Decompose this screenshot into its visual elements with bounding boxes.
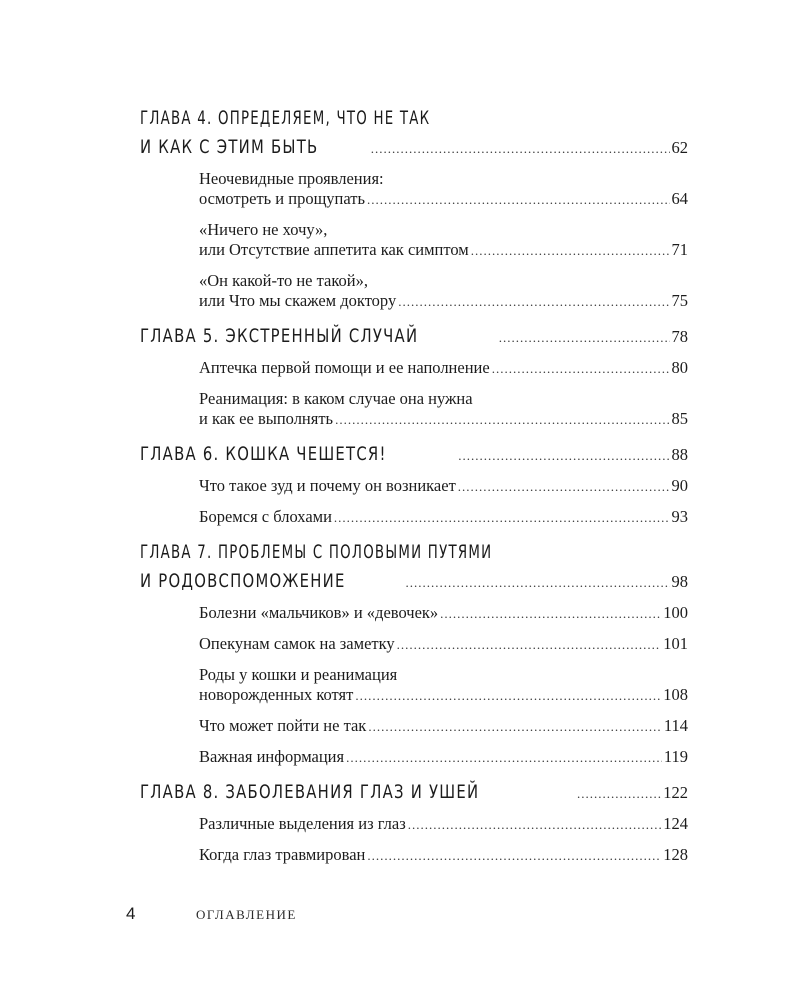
chapter-title: ГЛАВА 6. КОШКА ЧЕШЕТСЯ! — [140, 443, 387, 465]
chapter-title-row[interactable] — [140, 133, 688, 163]
toc-entry[interactable] — [199, 603, 688, 624]
toc-chapter — [140, 440, 688, 528]
toc-entry[interactable] — [199, 716, 688, 737]
toc-entry[interactable] — [199, 220, 688, 261]
entry-title: Важная информация — [199, 747, 345, 766]
entry-title: Опекунам самок на заметку — [199, 634, 395, 653]
dot-leader — [368, 717, 662, 737]
toc-entry[interactable] — [199, 507, 688, 528]
entry-page-number: 101 — [663, 634, 688, 653]
entry-title-line: «Ничего не хочу», — [199, 220, 328, 239]
page-number: 4 — [126, 904, 136, 923]
toc-entry[interactable] — [199, 845, 688, 866]
entry-page-number: 64 — [671, 189, 688, 208]
toc-chapter — [140, 104, 688, 312]
dot-leader — [499, 323, 670, 352]
toc-chapter — [140, 538, 688, 768]
entry-title: осмотреть и прощупать — [199, 189, 366, 208]
entry-row — [199, 634, 688, 655]
chapter-title: ГЛАВА 8. ЗАБОЛЕВАНИЯ ГЛАЗ И УШЕЙ — [140, 781, 480, 803]
dot-leader — [492, 359, 670, 379]
dot-leader — [398, 292, 669, 312]
entry-title: Что такое зуд и почему он возникает — [199, 476, 456, 495]
dot-leader — [440, 604, 661, 624]
entry-row — [199, 240, 688, 261]
entry-page-number: 93 — [671, 507, 688, 526]
chapter-sections — [199, 169, 688, 312]
entry-title: или Что мы скажем доктору — [199, 291, 397, 310]
dot-leader — [367, 190, 669, 210]
entry-title-line: Неочевидные проявления: — [199, 169, 384, 188]
entry-page-number: 119 — [663, 747, 688, 766]
dot-leader — [346, 748, 662, 768]
toc-entry[interactable] — [199, 389, 688, 430]
chapter-title-line: ГЛАВА 7. ПРОБЛЕМЫ С ПОЛОВЫМИ ПУТЯМИ — [140, 541, 493, 563]
dot-leader — [471, 241, 670, 261]
toc-chapter — [140, 322, 688, 430]
entry-row — [199, 189, 688, 210]
entry-title-line: Роды у кошки и реанимация — [199, 665, 398, 684]
toc-entry[interactable] — [199, 169, 688, 210]
entry-page-number: 75 — [671, 291, 688, 310]
dot-leader — [406, 568, 670, 597]
toc-entry[interactable] — [199, 271, 688, 312]
entry-page-number: 128 — [663, 845, 688, 864]
entry-title: Аптечка первой помощи и ее наполнение — [199, 358, 490, 377]
running-header-section: ОГЛАВЛЕНИЕ — [196, 907, 297, 922]
entry-title: Когда глаз травмирован — [199, 845, 366, 864]
entry-row — [199, 603, 688, 624]
chapter-page-number: 78 — [671, 327, 688, 346]
entry-page-number: 80 — [671, 358, 688, 377]
dot-leader — [458, 441, 669, 470]
dot-leader — [397, 635, 662, 655]
toc-entry[interactable] — [199, 665, 688, 706]
dot-leader — [577, 779, 661, 808]
entry-row — [199, 409, 688, 430]
toc-entry[interactable] — [199, 814, 688, 835]
chapter-sections — [199, 476, 688, 528]
entry-title: и как ее выполнять — [199, 409, 334, 428]
chapter-page-number: 62 — [671, 138, 688, 157]
entry-title: или Отсутствие аппетита как симптом — [199, 240, 469, 259]
toc-entry[interactable] — [199, 747, 688, 768]
dot-leader — [334, 508, 670, 528]
chapter-title-row[interactable] — [140, 322, 688, 352]
entry-row — [199, 716, 688, 737]
entry-title: Боремся с блохами — [199, 507, 332, 526]
toc-entry[interactable] — [199, 476, 688, 497]
table-of-contents — [140, 104, 688, 876]
chapter-title-line: ГЛАВА 4. ОПРЕДЕЛЯЕМ, ЧТО НЕ ТАК — [140, 107, 431, 129]
entry-title: Болезни «мальчиков» и «девочек» — [199, 603, 439, 622]
chapter-sections — [199, 814, 688, 866]
entry-page-number: 108 — [663, 685, 688, 704]
chapter-title: ГЛАВА 5. ЭКСТРЕННЫЙ СЛУЧАЙ — [140, 325, 419, 347]
chapter-title-row[interactable] — [140, 440, 688, 470]
entry-title: Что может пойти не так — [199, 716, 367, 735]
dot-leader — [367, 846, 661, 866]
entry-row — [199, 291, 688, 312]
chapter-sections — [199, 603, 688, 768]
dot-leader — [335, 410, 669, 430]
toc-entry[interactable] — [199, 358, 688, 379]
dot-leader — [458, 477, 670, 497]
chapter-page-number: 122 — [663, 783, 688, 802]
chapter-page-number: 88 — [671, 445, 688, 464]
chapter-title-row[interactable] — [140, 567, 688, 597]
chapter-title-row[interactable] — [140, 778, 688, 808]
toc-entry[interactable] — [199, 634, 688, 655]
entry-row — [199, 507, 688, 528]
entry-page-number: 124 — [663, 814, 688, 833]
entry-title: Различные выделения из глаз — [199, 814, 406, 833]
chapter-sections — [199, 358, 688, 430]
entry-row — [199, 476, 688, 497]
entry-page-number: 85 — [671, 409, 688, 428]
entry-page-number: 100 — [663, 603, 688, 622]
toc-chapter — [140, 778, 688, 866]
dot-leader — [355, 686, 661, 706]
entry-row — [199, 845, 688, 866]
entry-page-number: 90 — [671, 476, 688, 495]
entry-row — [199, 685, 688, 706]
entry-page-number: 71 — [671, 240, 688, 259]
entry-page-number: 114 — [663, 716, 688, 735]
chapter-page-number: 98 — [671, 572, 688, 591]
entry-row — [199, 747, 688, 768]
entry-title-line: «Он какой-то не такой», — [199, 271, 368, 290]
entry-row — [199, 814, 688, 835]
entry-row — [199, 358, 688, 379]
entry-title-line: Реанимация: в каком случае она нужна — [199, 389, 473, 408]
dot-leader — [371, 134, 670, 163]
entry-title: новорожденных котят — [199, 685, 354, 704]
dot-leader — [408, 815, 662, 835]
chapter-title: И КАК С ЭТИМ БЫТЬ — [140, 136, 319, 158]
page-footer — [126, 904, 297, 924]
chapter-title: И РОДОВСПОМОЖЕНИЕ — [140, 570, 346, 592]
